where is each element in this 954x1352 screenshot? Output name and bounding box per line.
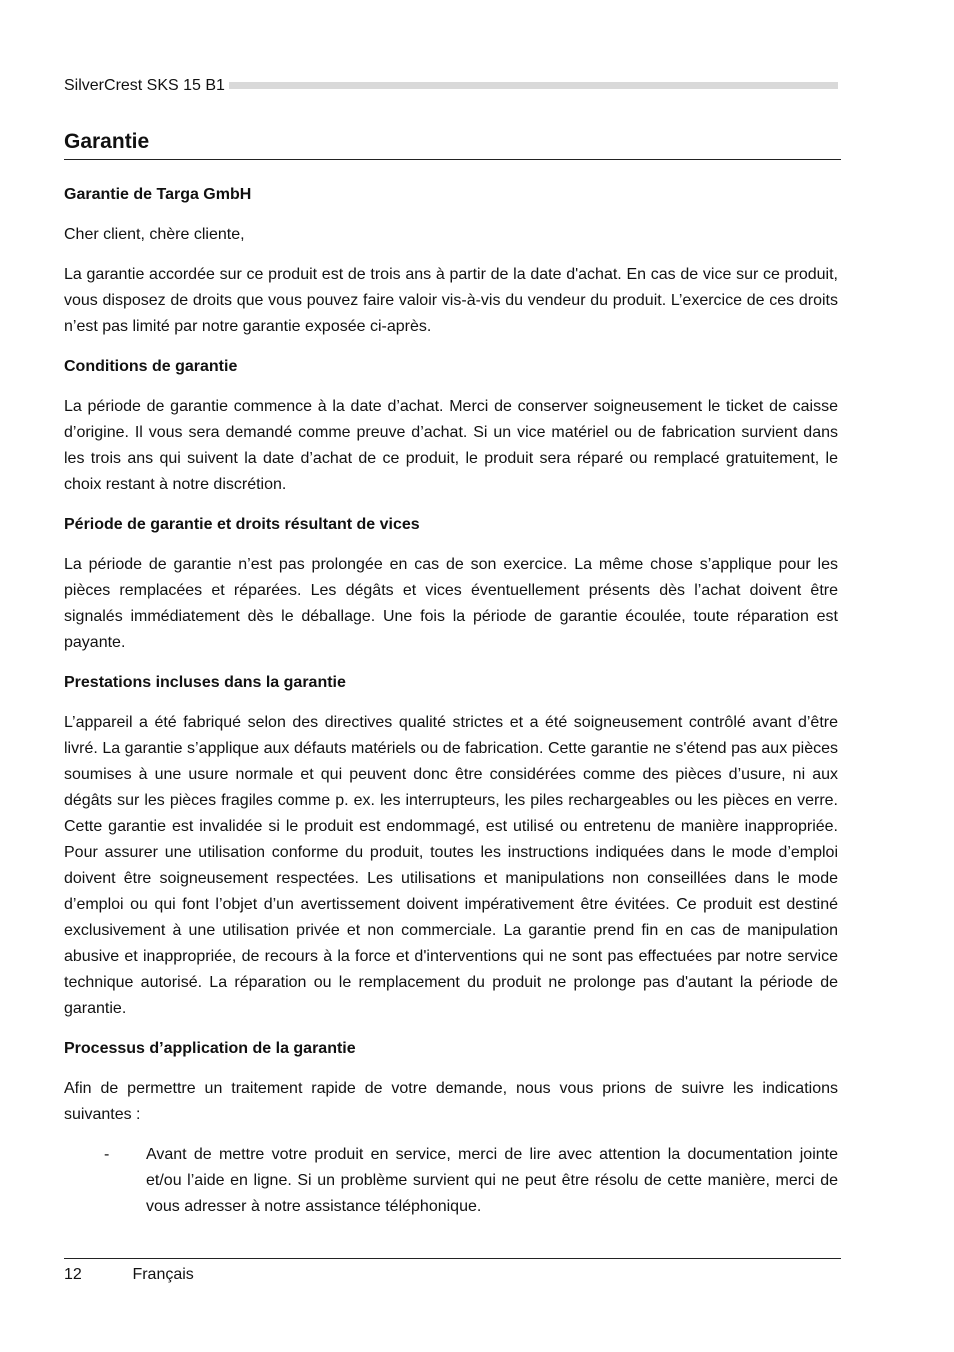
- page-title: Garantie: [64, 130, 150, 153]
- section-heading-process: Processus d’application de la garantie: [64, 1040, 356, 1057]
- bullet-text: Avant de mettre votre produit en service, merci de lire avec attention la documentation jointe et/ou l’aide en ligne. Si un problème survient qui ne peut être résolu de cette manière, merci de vous adresser à notre assistance téléphonique.: [146, 1146, 838, 1215]
- bullet-dash: -: [104, 1146, 110, 1163]
- document-body: [64, 182, 838, 1220]
- salutation-paragraph: Cher client, chère cliente,: [64, 226, 245, 243]
- title-rule: [64, 159, 841, 160]
- page-header: [64, 74, 838, 98]
- footer-rule: [64, 1258, 841, 1259]
- section-heading-conditions: Conditions de garantie: [64, 358, 238, 375]
- section-heading-targa: Garantie de Targa GmbH: [64, 186, 252, 203]
- page-footer: [64, 1264, 194, 1286]
- period-paragraph: La période de garantie n’est pas prolongée en cas de son exercice. La même chose s’applique pour les pièces remplacées et réparées. Les dégâts et vices éventuellement présents dès l’achat doivent être signalés immédiatement dès le déballage. Une fois la période de garantie écoulée, toute réparation est payante.: [64, 556, 838, 651]
- intro-paragraph: La garantie accordée sur ce produit est de trois ans à partir de la date d'achat. En cas de vice sur ce produit, vous disposez de droits que vous pouvez faire valoir vis-à-vis du vendeur du produit. L’exercice de ces droits n’est pas limité par notre garantie exposée ci-après.: [64, 266, 838, 335]
- process-paragraph: Afin de permettre un traitement rapide de votre demande, nous vous prions de suivre les indications suivantes :: [64, 1080, 838, 1123]
- list-item: [64, 1142, 838, 1220]
- footer-language: Français: [132, 1266, 194, 1283]
- section-heading-period: Période de garantie et droits résultant de vices: [64, 516, 420, 533]
- conditions-paragraph: La période de garantie commence à la date d’achat. Merci de conserver soigneusement le ticket de caisse d’origine. Il vous sera demandé comme preuve d’achat. Si un vice matériel ou de fabrication survient dans les trois ans qui suivent la date d’achat de ce produit, le produit sera réparé ou remplacé gratuitement, le choix restant à notre discrétion.: [64, 398, 838, 493]
- section-heading-services: Prestations incluses dans la garantie: [64, 674, 346, 691]
- services-paragraph: L’appareil a été fabriqué selon des directives qualité strictes et a été soigneusement contrôlé avant d’être livré. La garantie s’applique aux défauts matériels ou de fabrication. Cette garantie ne s'étend pas aux pièces soumises à une usure normale et qui peuvent donc être considérées comme des pièces d’usure, ni aux dégâts sur les pièces fragiles comme p. ex. les interrupteurs, les piles rechargeables ou les pièces en verre. Cette garantie est invalidée si le produit est endommagé, est utilisé ou entretenu de manière inappropriée. Pour assurer une utilisation conforme du produit, toutes les instructions indiquées dans le mode d’emploi doivent être soigneusement respectées. Les utilisations et manipulations non conseillées dans le mode d’emploi ou qui font l’objet d’un avertissement doivent impérativement être évitées. Ce produit est destiné exclusivement à une utilisation privée et non commerciale. La garantie prend fin en cas de manipulation abusive et inappropriée, de recours à la force et d'interventions qui ne sont pas effectuées par notre service technique autorisé. La réparation ou le remplacement du produit ne prolonge pas d'autant la période de garantie.: [64, 714, 838, 1017]
- header-product-name: SilverCrest SKS 15 B1: [64, 76, 229, 96]
- page-number: 12: [64, 1266, 82, 1283]
